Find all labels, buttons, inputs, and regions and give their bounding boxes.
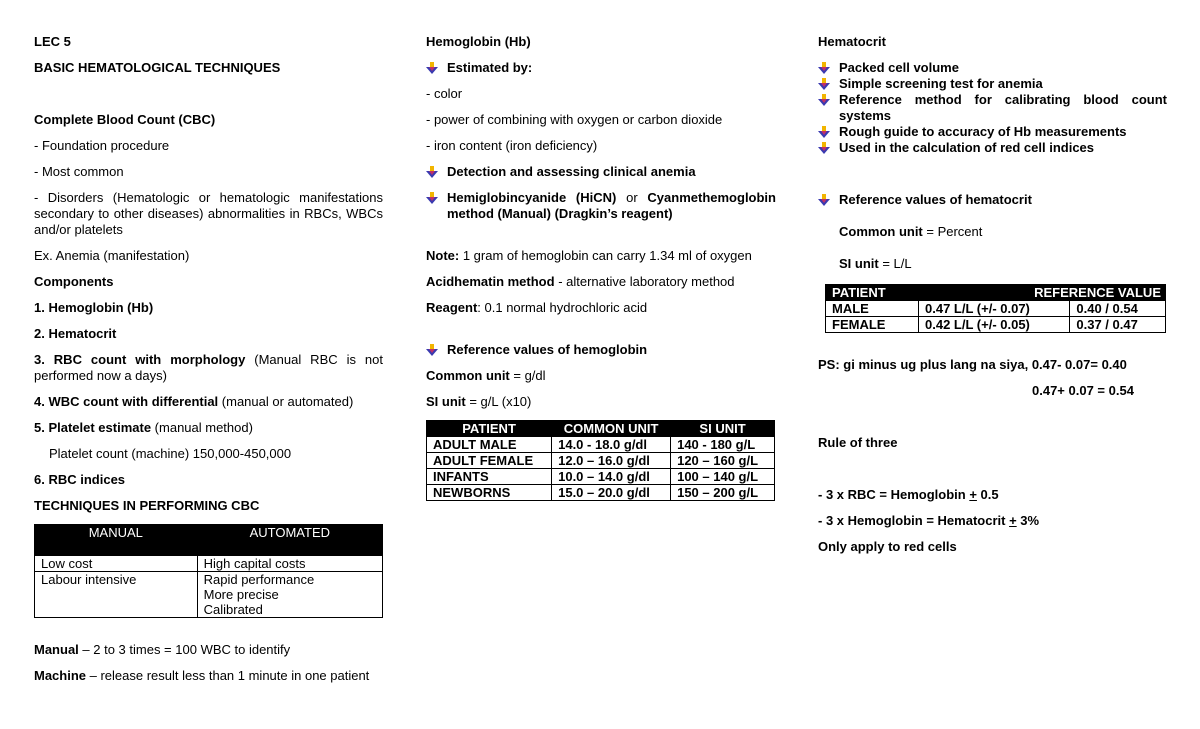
table-cell: 0.40 / 0.54 xyxy=(1070,301,1166,317)
arrow-bullet-icon xyxy=(818,62,830,74)
acidhematin-line xyxy=(426,274,776,290)
rule-hb-text: - 3 x Hemoglobin = Hematocrit xyxy=(818,513,1010,528)
rule-rbc-value: 0.5 xyxy=(976,487,999,502)
arrow-bullet-icon xyxy=(818,142,830,154)
column-cbc xyxy=(34,34,383,684)
bullet-text: Rough guide to accuracy of Hb measurements xyxy=(839,124,1127,139)
arrow-bullet-icon xyxy=(426,344,438,356)
ps-note-line2: 0.47+ 0.07 = 0.54 xyxy=(1032,383,1134,398)
header-reference-value: REFERENCE VALUE xyxy=(919,285,1166,301)
hb-reference-heading xyxy=(426,342,776,358)
si-unit-value: = L/L xyxy=(878,256,912,271)
table-row xyxy=(427,437,775,453)
hct-table-header xyxy=(826,285,1166,301)
lecture-number: LEC 5 xyxy=(34,34,71,49)
arrow-bullet-icon xyxy=(818,78,830,90)
rule-of-three-heading: Rule of three xyxy=(818,435,898,450)
hb-table-header xyxy=(427,421,775,437)
techniques-table xyxy=(34,524,383,618)
component-rbc-label: 3. RBC count with morphology xyxy=(34,352,246,367)
component-rbc-count xyxy=(34,352,383,384)
table-cell: 14.0 - 18.0 g/dl xyxy=(552,437,671,453)
table-cell: 150 – 200 g/L xyxy=(671,485,775,501)
table-cell: 140 - 180 g/L xyxy=(671,437,775,453)
si-unit-label: SI unit xyxy=(426,394,466,409)
platelet-count-range: Platelet count (machine) 150,000-450,000 xyxy=(49,446,292,461)
bullet-text: Packed cell volume xyxy=(839,60,959,75)
component-wbc-count xyxy=(34,394,383,410)
arrow-bullet-icon xyxy=(426,192,438,204)
machine-note xyxy=(34,668,383,684)
table-row xyxy=(427,485,775,501)
arrow-bullet-icon xyxy=(426,62,438,74)
arrow-bullet-icon xyxy=(818,94,830,106)
arrow-bullet-icon xyxy=(818,126,830,138)
bullet-text: Simple screening test for anemia xyxy=(839,76,1043,91)
hematocrit-heading: Hematocrit xyxy=(818,34,886,49)
common-unit-label: Common unit xyxy=(839,224,923,239)
reagent-label: Reagent xyxy=(426,300,478,315)
automated-feature: More precise xyxy=(203,587,279,602)
table-row xyxy=(35,572,383,618)
table-cell: FEMALE xyxy=(826,317,919,333)
table-cell: NEWBORNS xyxy=(427,485,552,501)
component-platelet xyxy=(34,420,383,436)
bullet-text: Reference method for calibrating blood count systems xyxy=(839,92,1167,123)
table-cell: 15.0 – 20.0 g/dl xyxy=(552,485,671,501)
manual-text: – 2 to 3 times = 100 WBC to identify xyxy=(78,642,291,657)
arrow-bullet-icon xyxy=(426,166,438,178)
estimate-iron: - iron content (iron deficiency) xyxy=(426,138,598,153)
hemoglobin-reference-table xyxy=(426,420,775,501)
component-wbc-label: 4. WBC count with differential xyxy=(34,394,219,409)
header-automated: AUTOMATED xyxy=(197,525,382,556)
detection-label: Detection and assessing clinical anemia xyxy=(447,164,696,179)
header-manual: MANUAL xyxy=(35,525,198,556)
table-row xyxy=(35,556,383,572)
plus-minus-sign: + xyxy=(969,487,977,502)
table-row xyxy=(826,317,1166,333)
list-item xyxy=(818,92,1167,124)
list-item xyxy=(818,60,1167,76)
rule-hemoglobin xyxy=(818,513,1167,529)
table-cell: Low cost xyxy=(35,556,198,572)
list-item xyxy=(818,140,1167,156)
table-cell: 100 – 140 g/L xyxy=(671,469,775,485)
hb-common-unit xyxy=(426,368,776,384)
table-cell: High capital costs xyxy=(197,556,382,572)
hct-si-unit xyxy=(818,256,1167,272)
cyanmet-label: Cyanmethemoglobin method (Manual) (Dragkin’s reagent) xyxy=(447,190,776,221)
estimated-by-item xyxy=(426,60,776,76)
plus-minus-sign: + xyxy=(1009,513,1017,528)
component-rbc-note: (Manual RBC is not performed now a days) xyxy=(34,352,384,383)
si-unit-value: = g/L (x10) xyxy=(465,394,532,409)
reagent-text: : 0.1 normal hydrochloric acid xyxy=(477,300,648,315)
table-cell: ADULT FEMALE xyxy=(427,453,552,469)
rule-rbc-text: - 3 x RBC = Hemoglobin xyxy=(818,487,970,502)
automated-feature: Rapid performance xyxy=(203,572,315,587)
list-item xyxy=(818,124,1167,140)
table-cell: INFANTS xyxy=(427,469,552,485)
hb-reference-label: Reference values of hemoglobin xyxy=(447,342,648,357)
note-text: 1 gram of hemoglobin can carry 1.34 ml of oxygen xyxy=(459,248,752,263)
hct-common-unit xyxy=(818,224,1167,240)
hicn-label: Hemiglobincyanide (HiCN) xyxy=(447,190,617,205)
component-hematocrit: 2. Hematocrit xyxy=(34,326,117,341)
note-label: Note: xyxy=(426,248,460,263)
hct-reference-heading xyxy=(818,192,1167,208)
hemoglobin-heading: Hemoglobin (Hb) xyxy=(426,34,531,49)
estimate-oxygen: - power of combining with oxygen or carbon dioxide xyxy=(426,112,723,127)
document-title: BASIC HEMATOLOGICAL TECHNIQUES xyxy=(34,60,281,75)
cbc-heading: Complete Blood Count (CBC) xyxy=(34,112,216,127)
column-hematocrit xyxy=(818,34,1167,555)
table-cell: 0.37 / 0.47 xyxy=(1070,317,1166,333)
acidhematin-label: Acidhematin method xyxy=(426,274,555,289)
table-row xyxy=(427,469,775,485)
components-heading: Components xyxy=(34,274,114,289)
table-cell: 120 – 160 g/L xyxy=(671,453,775,469)
cbc-example: Ex. Anemia (manifestation) xyxy=(34,248,190,263)
table-cell: 12.0 – 16.0 g/dl xyxy=(552,453,671,469)
cbc-foundation: - Foundation procedure xyxy=(34,138,170,153)
list-item xyxy=(818,76,1167,92)
hicn-method-item xyxy=(426,190,776,222)
detection-item xyxy=(426,164,776,180)
hb-si-unit xyxy=(426,394,776,410)
hct-reference-label: Reference values of hematocrit xyxy=(839,192,1032,207)
column-hemoglobin xyxy=(426,34,776,501)
manual-label: Manual xyxy=(34,642,79,657)
table-cell: ADULT MALE xyxy=(427,437,552,453)
manual-note xyxy=(34,642,383,658)
table-cell: 0.47 L/L (+/- 0.07) xyxy=(919,301,1070,317)
component-platelet-note: (manual method) xyxy=(151,420,253,435)
table-cell: 10.0 – 14.0 g/dl xyxy=(552,469,671,485)
cbc-common: - Most common xyxy=(34,164,124,179)
machine-text: – release result less than 1 minute in one patient xyxy=(86,668,370,683)
reagent-line xyxy=(426,300,776,316)
estimate-color: - color xyxy=(426,86,463,101)
arrow-bullet-icon xyxy=(818,194,830,206)
component-hemoglobin: 1. Hemoglobin (Hb) xyxy=(34,300,154,315)
automated-feature: Calibrated xyxy=(203,602,263,617)
techniques-heading: TECHNIQUES IN PERFORMING CBC xyxy=(34,498,260,513)
techniques-table-header xyxy=(35,525,383,556)
table-row xyxy=(826,301,1166,317)
oxygen-note xyxy=(426,248,776,264)
common-unit-value: = Percent xyxy=(922,224,983,239)
header-patient: PATIENT xyxy=(826,285,919,301)
component-wbc-note: (manual or automated) xyxy=(218,394,354,409)
rule-rbc xyxy=(818,487,1167,503)
rule-note: Only apply to red cells xyxy=(818,539,957,554)
estimated-by-label: Estimated by: xyxy=(447,60,533,75)
common-unit-label: Common unit xyxy=(426,368,510,383)
hematocrit-bullets xyxy=(818,60,1167,156)
table-row xyxy=(427,453,775,469)
table-cell: 0.42 L/L (+/- 0.05) xyxy=(919,317,1070,333)
table-cell: Labour intensive xyxy=(35,572,198,618)
header-si-unit: SI UNIT xyxy=(671,421,775,437)
acidhematin-text: - alternative laboratory method xyxy=(554,274,735,289)
si-unit-label: SI unit xyxy=(839,256,879,271)
header-common-unit: COMMON UNIT xyxy=(552,421,671,437)
hicn-or: or xyxy=(616,190,648,205)
bullet-text: Used in the calculation of red cell indices xyxy=(839,140,1095,155)
table-cell: MALE xyxy=(826,301,919,317)
rule-hb-value: 3% xyxy=(1016,513,1040,528)
component-platelet-label: 5. Platelet estimate xyxy=(34,420,152,435)
hematocrit-reference-table xyxy=(825,284,1166,333)
common-unit-value: = g/dl xyxy=(509,368,546,383)
ps-note-line1: PS: gi minus ug plus lang na siya, 0.47- 0.07= 0.40 xyxy=(818,357,1127,372)
component-rbc-indices: 6. RBC indices xyxy=(34,472,126,487)
machine-label: Machine xyxy=(34,668,87,683)
cbc-disorders: - Disorders (Hematologic or hematologic manifestations secondary to other diseases) abnormalities in RBCs, WBCs and/or platelets xyxy=(34,190,383,237)
table-cell xyxy=(197,572,382,618)
header-patient: PATIENT xyxy=(427,421,552,437)
